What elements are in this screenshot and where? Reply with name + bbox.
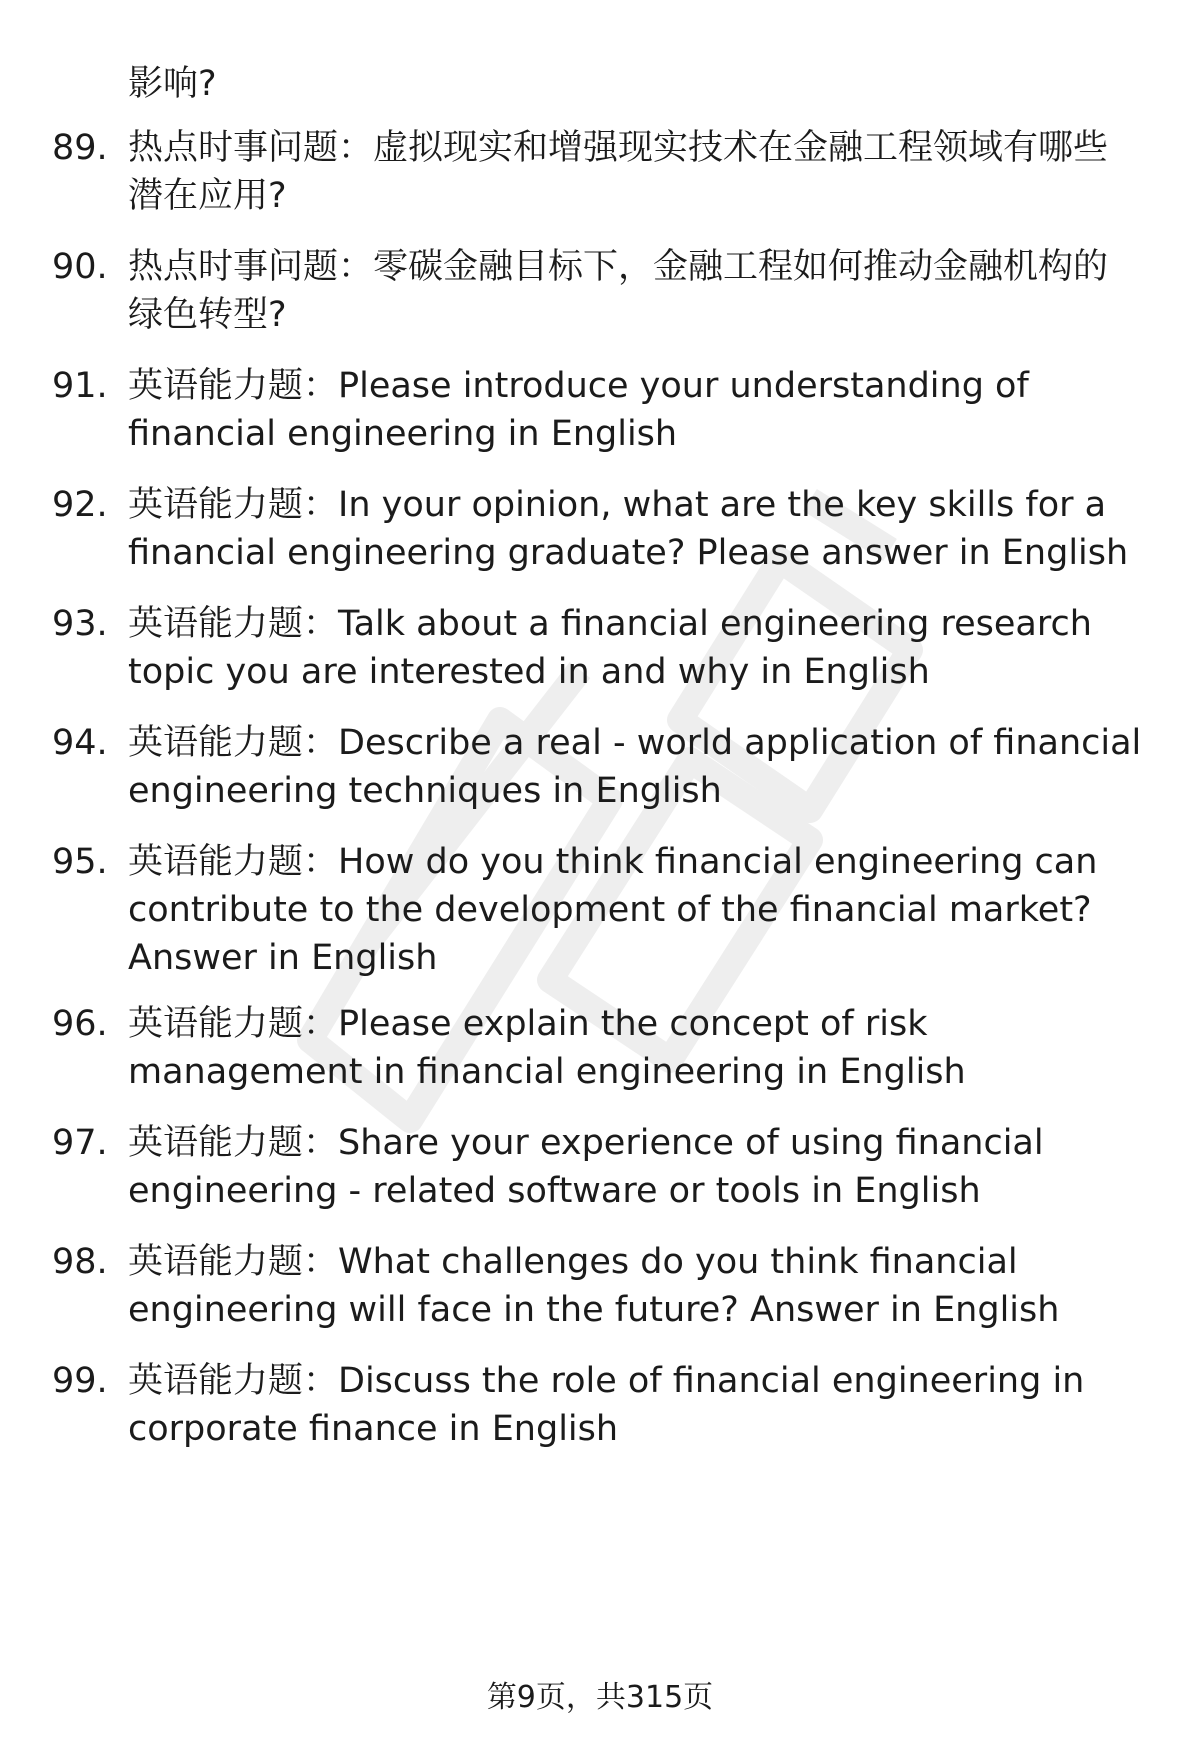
question-text-line: contribute to the development of the financial market? [128, 890, 1092, 930]
question-number: 89. [52, 128, 108, 168]
question-text-line: 热点时事问题：零碳金融目标下，金融工程如何推动金融机构的 [128, 247, 1109, 287]
question-text-line: 英语能力题：Please introduce your understanding of [128, 366, 1029, 406]
question-text-line: engineering - related software or tools in English [128, 1171, 981, 1211]
question-text-line: 英语能力题：Discuss the role of financial engineering in [128, 1361, 1085, 1401]
question-text-line: financial engineering graduate? Please answer in English [128, 533, 1129, 573]
question-text-line: financial engineering in English [128, 414, 678, 454]
page-footer: 第9页，共315页 [486, 1680, 714, 1715]
question-number: 97. [52, 1123, 108, 1163]
question-number: 96. [52, 1004, 108, 1044]
question-number: 91. [52, 366, 108, 406]
question-text-line: Answer in English [128, 938, 438, 978]
question-text-line: 绿色转型? [128, 295, 287, 335]
question-text [128, 243, 1148, 339]
question-text [128, 362, 1148, 458]
question-text-line: 热点时事问题：虚拟现实和增强现实技术在金融工程领域有哪些 [128, 128, 1109, 168]
question-text-line: 英语能力题：What challenges do you think financial [128, 1242, 1018, 1282]
question-text [128, 1357, 1148, 1453]
question-text-line: 英语能力题：Talk about a financial engineering research [128, 604, 1092, 644]
question-text [128, 481, 1148, 577]
question-text-line: 英语能力题：Please explain the concept of risk [128, 1004, 928, 1044]
question-text-line: management in financial engineering in English [128, 1052, 966, 1092]
question-text [128, 1238, 1148, 1334]
question-text [128, 719, 1148, 815]
question-number: 98. [52, 1242, 108, 1282]
question-number: 92. [52, 485, 108, 525]
question-text [128, 838, 1148, 982]
question-text-line: 英语能力题：Share your experience of using financial [128, 1123, 1044, 1163]
question-number: 99. [52, 1361, 108, 1401]
question-text-line: 英语能力题：Describe a real - world application of financial [128, 723, 1142, 763]
question-text-line: corporate finance in English [128, 1409, 619, 1449]
question-text-line: 英语能力题：How do you think financial engineering can [128, 842, 1098, 882]
continuation-text: 影响? [128, 64, 217, 104]
question-text [128, 600, 1148, 696]
question-text [128, 124, 1148, 220]
question-text [128, 1119, 1148, 1215]
question-text-line: topic you are interested in and why in English [128, 652, 930, 692]
question-text-line: engineering techniques in English [128, 771, 722, 811]
question-text-line: engineering will face in the future? Answer in English [128, 1290, 1060, 1330]
question-number: 93. [52, 604, 108, 644]
question-number: 90. [52, 247, 108, 287]
question-text-line: 潜在应用? [128, 176, 287, 216]
question-text-line: 英语能力题：In your opinion, what are the key skills for a [128, 485, 1107, 525]
question-number: 94. [52, 723, 108, 763]
question-number: 95. [52, 842, 108, 882]
question-text [128, 1000, 1148, 1096]
